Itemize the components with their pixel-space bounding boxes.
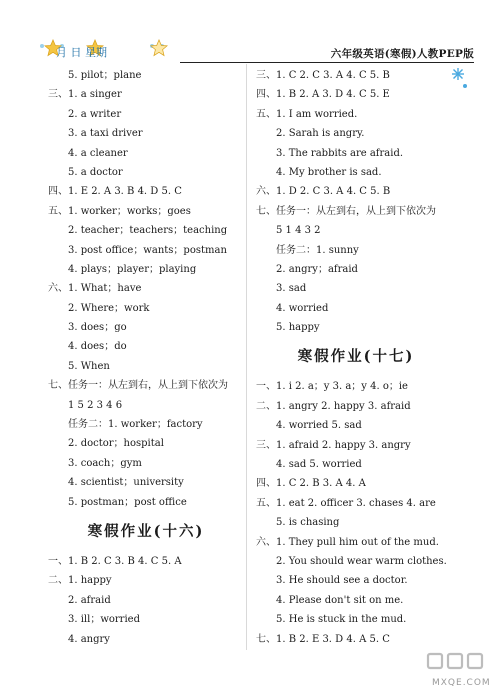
answer-line: 3. post office；wants；postman (68, 244, 227, 256)
answer-line: 1 5 2 3 4 6 (68, 399, 123, 411)
section-title: 寒假作业(十六) (87, 522, 205, 540)
answer-line: 一、1. B 2. C 3. B 4. C 5. A (48, 555, 182, 567)
answer-line: 3. does；go (68, 322, 127, 334)
answer-line: 六、1. They pull him out of the mud. (256, 536, 439, 548)
left-answer-column (48, 66, 244, 649)
answer-line: 二、1. angry 2. happy 3. afraid (256, 400, 411, 412)
answer-line: 3. a taxi driver (68, 128, 143, 140)
answer-line: 4. angry (68, 633, 110, 645)
answer-line: 三、1. afraid 2. happy 3. angry (256, 439, 411, 451)
answer-line: 2. a writer (68, 108, 122, 120)
answer-line: 七、任务一：从左到右，从上到下依次为 (256, 205, 436, 217)
answer-line: 5. He is stuck in the mud. (276, 614, 407, 626)
answer-line: 2. Sarah is angry. (276, 128, 365, 140)
answer-line: 四、1. C 2. B 3. A 4. A (256, 478, 366, 490)
answer-line: 五、1. I am worried. (256, 108, 358, 120)
answer-line: 5. pilot；plane (68, 70, 142, 81)
answer-line: 2. Where；work (68, 302, 150, 314)
answer-line: 2. doctor；hospital (68, 438, 164, 450)
page-header (0, 0, 500, 64)
answer-line: 4. does；do (68, 341, 127, 353)
answer-line: 4. worried 5. sad (276, 420, 362, 432)
section-title: 寒假作业(十七) (297, 348, 415, 366)
answer-line: 5. a doctor (68, 166, 123, 178)
answer-line: 2. angry；afraid (276, 263, 358, 275)
answer-line: 2. teacher；teachers；teaching (68, 225, 228, 237)
header-rule (180, 62, 474, 63)
answer-line: 3. ill；worried (68, 614, 140, 626)
watermark-text: MXQE.COM (432, 678, 491, 688)
answer-line: 4. scientist；university (68, 477, 184, 489)
answer-line: 4. a cleaner (68, 147, 128, 159)
answer-line: 3. He should see a doctor. (276, 575, 408, 587)
answer-line: 任务二：1. worker；factory (68, 419, 203, 431)
answer-line: 三、1. C 2. C 3. A 4. C 5. B (256, 70, 390, 81)
answer-line: 5 1 4 3 2 (276, 225, 321, 237)
answer-line: 二、1. happy (48, 575, 112, 587)
answer-line: 任务二：1. sunny (276, 244, 359, 256)
answer-line: 4. plays；player；playing (68, 263, 197, 275)
answer-line: 4. worried (276, 302, 329, 314)
answer-line: 一、1. i 2. a；y 3. a；y 4. o；ie (256, 381, 408, 393)
answer-line: 四、1. B 2. A 3. D 4. C 5. E (256, 89, 390, 101)
answer-line: 七、任务一：从左到右，从上到下依次为 (48, 380, 228, 392)
answer-line: 4. sad 5. worried (276, 459, 362, 471)
answer-line: 2. You should wear warm clothes. (276, 555, 447, 567)
answer-line: 3. sad (276, 283, 307, 295)
star-icon (150, 39, 168, 57)
answer-line: 三、1. a singer (48, 89, 122, 101)
answer-line: 4. Please don't sit on me. (276, 594, 404, 606)
answer-line: 4. My brother is sad. (276, 166, 382, 178)
answer-line: 五、1. eat 2. officer 3. chases 4. are (256, 497, 436, 509)
answer-line: 5. is chasing (276, 517, 340, 529)
answer-line: 六、1. D 2. C 3. A 4. C 5. B (256, 186, 391, 198)
answer-line: 六、1. What；have (48, 283, 142, 295)
answer-line: 5. postman；post office (68, 496, 187, 508)
date-label: 月 日 星期 (56, 46, 107, 59)
answer-line: 七、1. B 2. E 3. D 4. A 5. C (256, 633, 390, 645)
answer-line: 五、1. worker；works；goes (48, 205, 191, 217)
answer-line: 2. afraid (68, 594, 111, 606)
answer-line: 5. happy (276, 322, 320, 334)
column-divider (246, 64, 247, 650)
right-answer-column (256, 66, 456, 649)
answer-line: 3. The rabbits are afraid. (276, 147, 404, 159)
answer-line: 5. When (68, 360, 110, 372)
book-title: 六年级英语(寒假)人教PEP版 (330, 48, 474, 60)
answer-line: 四、1. E 2. A 3. B 4. D 5. C (48, 186, 182, 198)
answer-line: 3. coach；gym (68, 457, 142, 469)
